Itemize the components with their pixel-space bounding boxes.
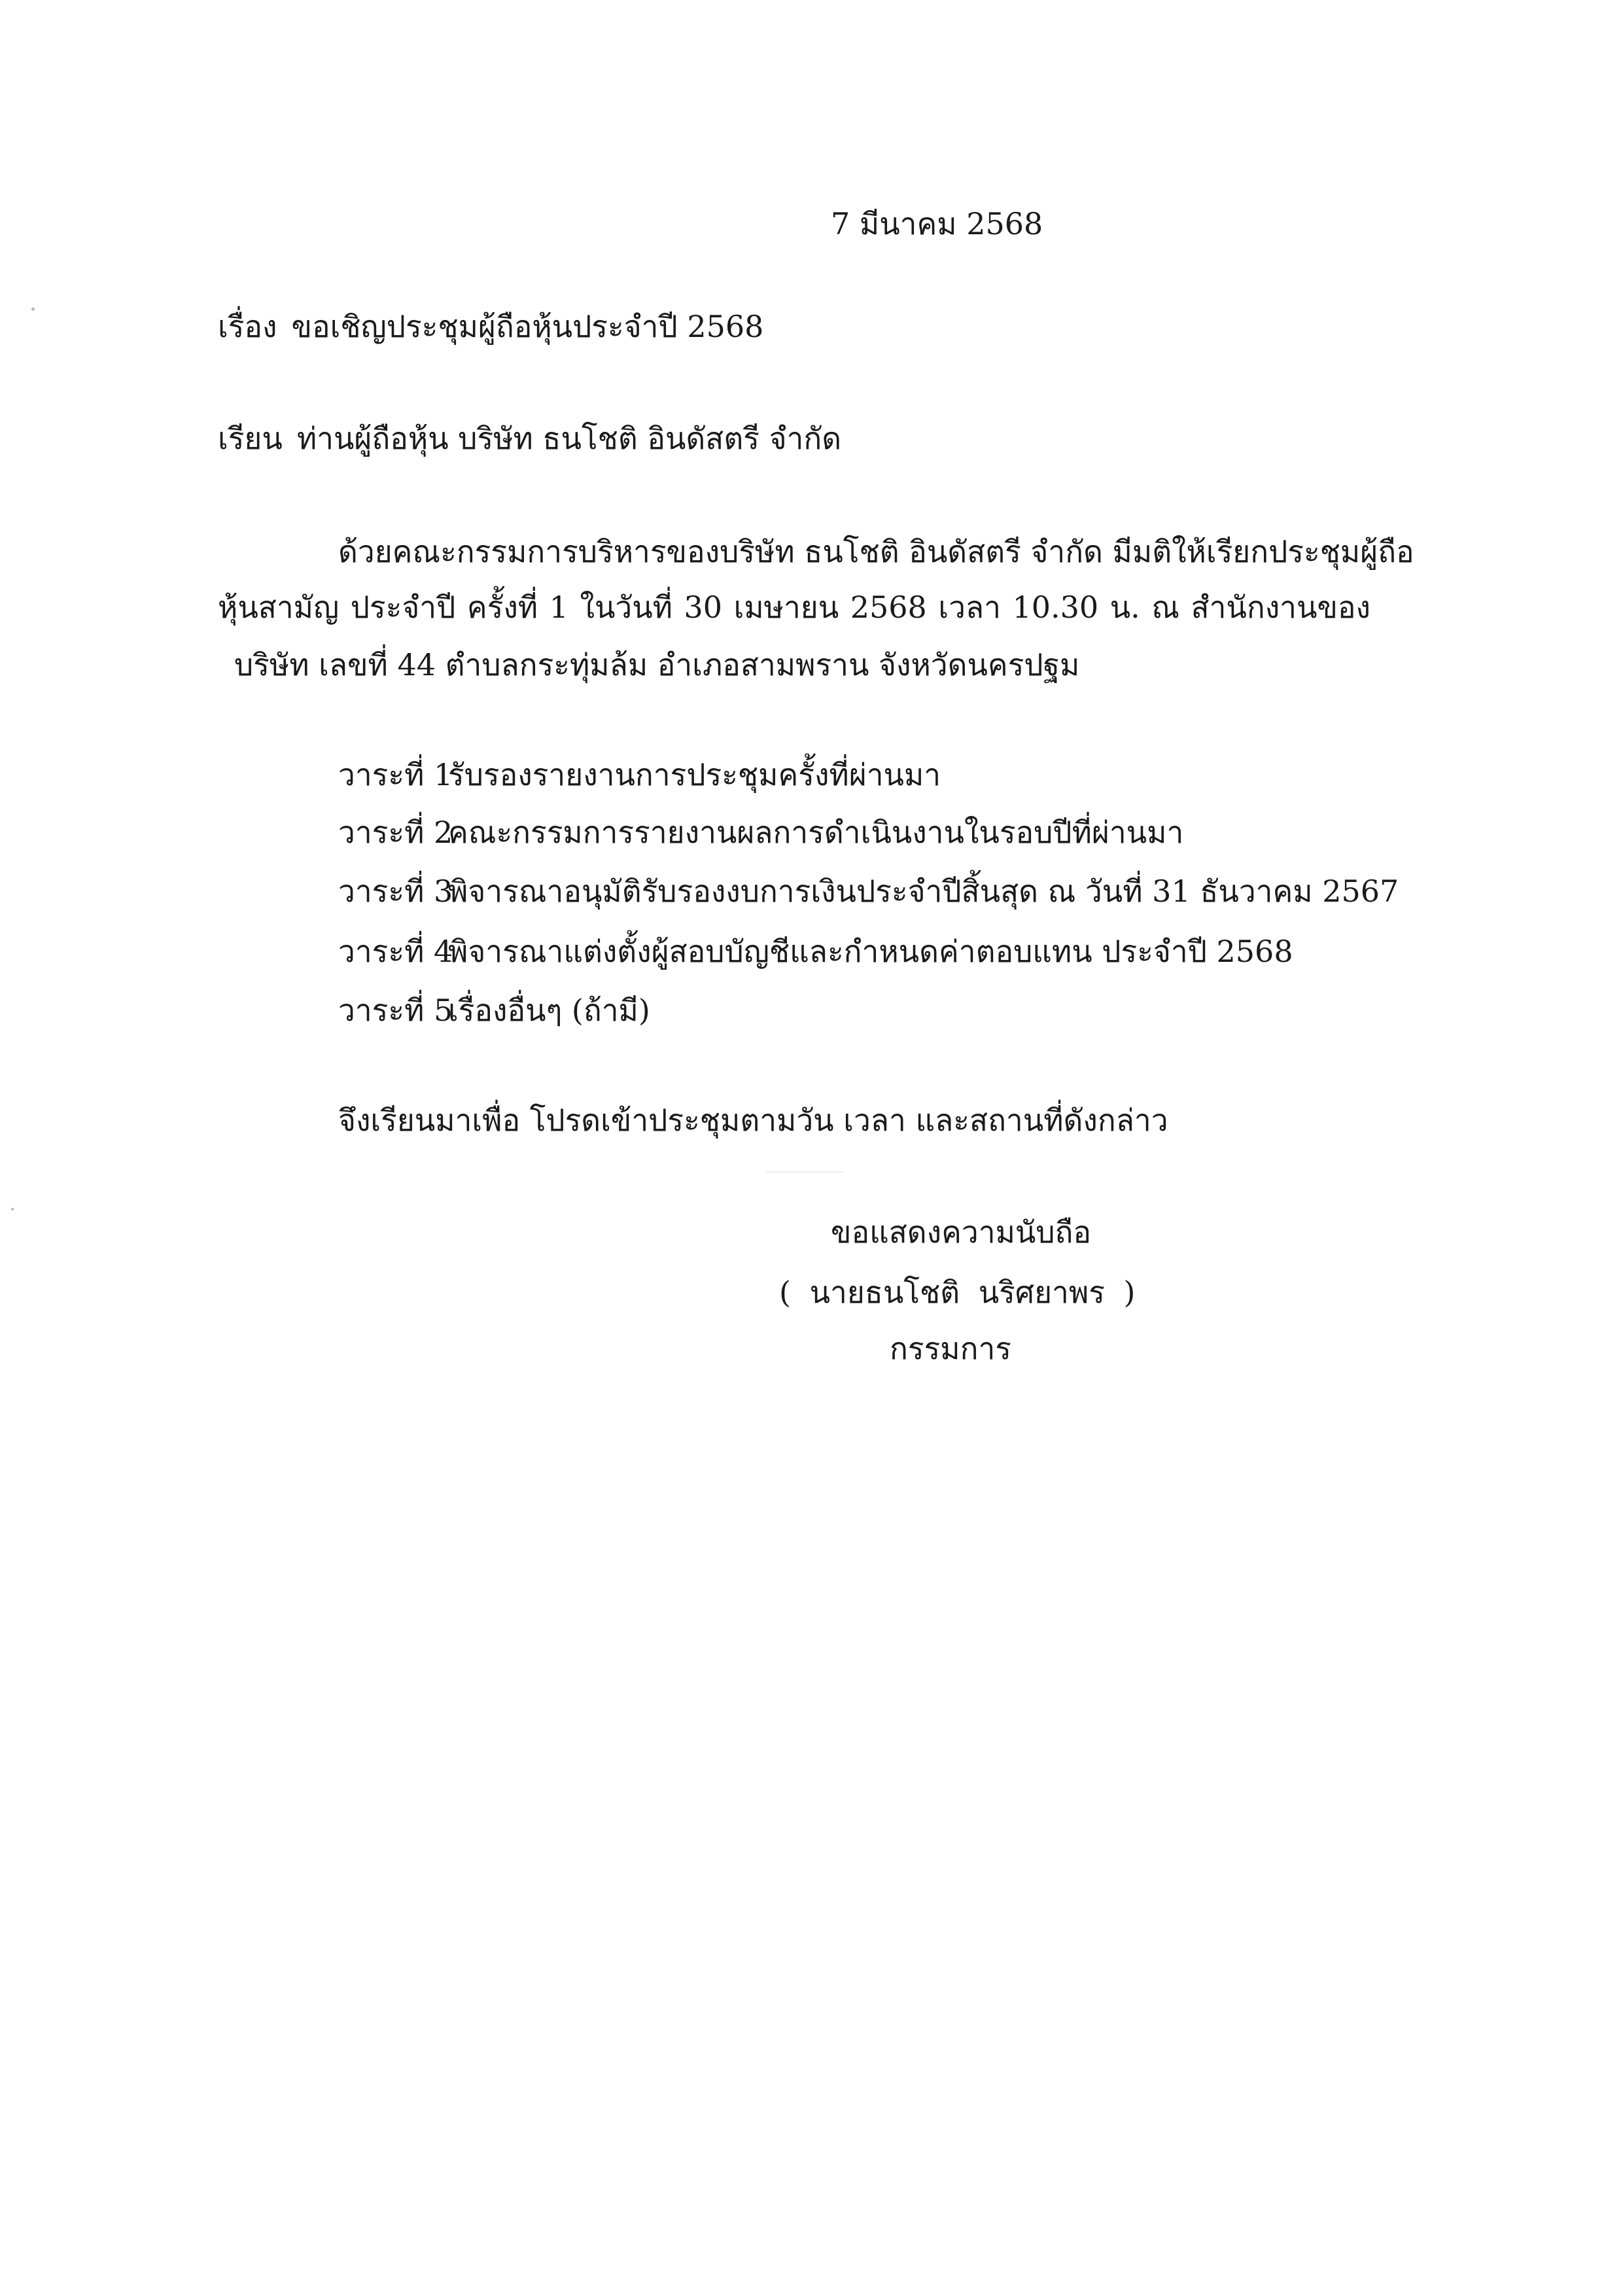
body-line-1: ด้วยคณะกรรมการบริหารของบริษัท ธนโชติ อินดัสตรี จำกัด มีมติให้เรียกประชุมผู้ถือ bbox=[338, 534, 1414, 569]
agenda-text: พิจารณาแต่งตั้งผู้สอบบัญชีและกำหนดค่าตอบแทน ประจำปี 2568 bbox=[448, 934, 1293, 969]
subject-text: ขอเชิญประชุมผู้ถือหุ้นประจำปี 2568 bbox=[291, 309, 764, 344]
agenda-item bbox=[338, 811, 1183, 853]
agenda-label: วาระที่ 2 bbox=[338, 815, 453, 850]
agenda-label: วาระที่ 4 bbox=[338, 934, 453, 969]
closing-request: จึงเรียนมาเพื่อ โปรดเข้าประชุมตามวัน เวลา และสถานที่ดังกล่าว bbox=[338, 1103, 1168, 1138]
complimentary-close: ขอแสดงความนับถือ bbox=[831, 1214, 1092, 1250]
agenda-text: รับรองรายงานการประชุมครั้งที่ผ่านมา bbox=[448, 757, 941, 792]
agenda-label: วาระที่ 5 bbox=[338, 993, 453, 1028]
signatory-position: กรรมการ bbox=[890, 1331, 1011, 1366]
scan-speck bbox=[31, 308, 35, 311]
agenda-label: วาระที่ 1 bbox=[338, 757, 453, 792]
scan-smudge bbox=[765, 1171, 844, 1173]
letter-date bbox=[831, 203, 1043, 245]
agenda-text: พิจารณาอนุมัติรับรองงบการเงินประจำปีสิ้นสุด ณ วันที่ 31 ธันวาคม 2567 bbox=[448, 874, 1399, 909]
subject-line bbox=[218, 306, 763, 347]
date-text: 7 มีนาคม 2568 bbox=[831, 206, 1043, 241]
body-line-3: บริษัท เลขที่ 44 ตำบลกระทุ่มล้ม อำเภอสามพราน จังหวัดนครปฐม bbox=[234, 647, 1080, 682]
recipient-line bbox=[218, 417, 841, 459]
agenda-item bbox=[338, 870, 1399, 912]
agenda-label: วาระที่ 3 bbox=[338, 874, 453, 909]
agenda-text: เรื่องอื่นๆ (ถ้ามี) bbox=[448, 993, 650, 1028]
scan-speck bbox=[11, 1208, 14, 1210]
subject-label: เรื่อง bbox=[218, 309, 277, 344]
body-line-2: หุ้นสามัญ ประจำปี ครั้งที่ 1 ในวันที่ 30 เมษายน 2568 เวลา 10.30 น. ณ สำนักงานของ bbox=[218, 590, 1370, 625]
signatory-name: ( นายธนโชติ นริศยาพร ) bbox=[779, 1275, 1136, 1310]
agenda-item bbox=[338, 754, 941, 796]
recipient-text: ท่านผู้ถือหุ้น บริษัท ธนโชติ อินดัสตรี จำกัด bbox=[296, 421, 842, 456]
agenda-item bbox=[338, 930, 1293, 972]
agenda-item bbox=[338, 989, 650, 1031]
recipient-label: เรียน bbox=[218, 421, 283, 456]
agenda-text: คณะกรรมการรายงานผลการดำเนินงานในรอบปีที่ผ่านมา bbox=[448, 815, 1184, 850]
